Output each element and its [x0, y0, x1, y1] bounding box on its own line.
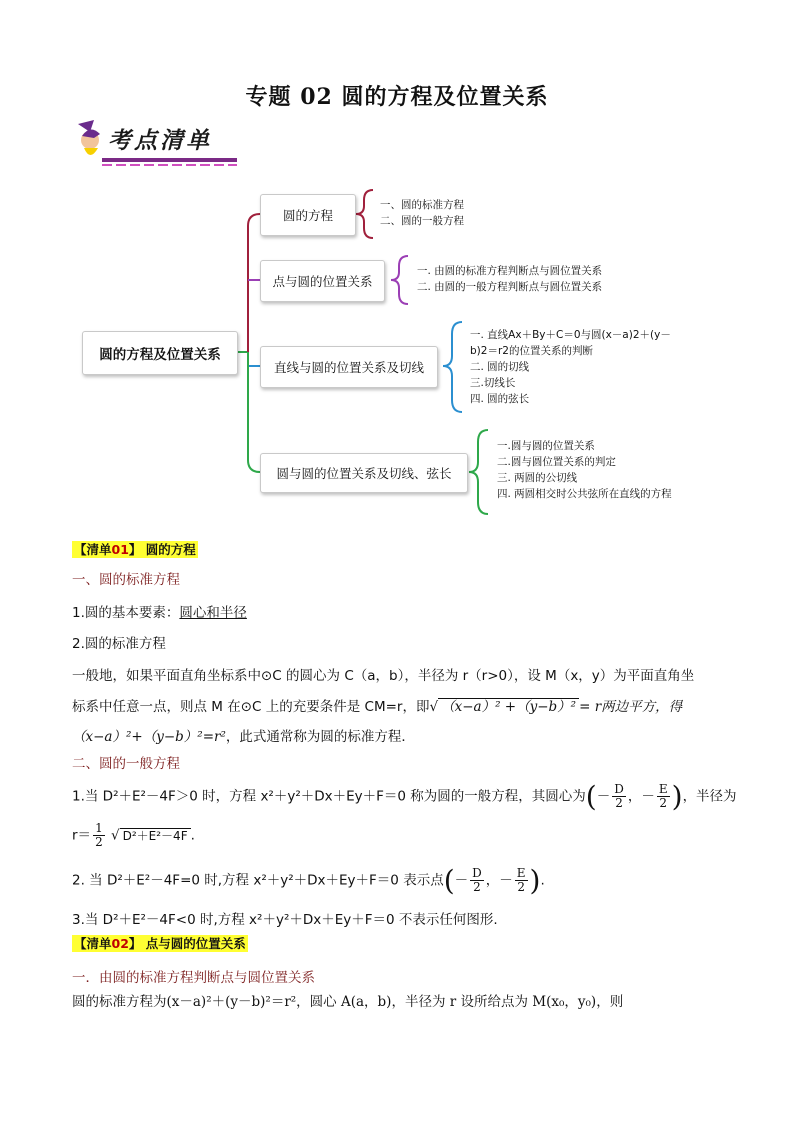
mindmap-branch-line-circle: 直线与圆的位置关系及切线 — [260, 346, 438, 388]
leaf-item: 二、圆的一般方程 — [380, 215, 464, 227]
leaf-item: b)2＝r2的位置关系的判断 — [470, 345, 593, 357]
leaf-item: 一. 由圆的标准方程判断点与圆位置关系 — [417, 265, 603, 277]
mindmap-branch-point-circle: 点与圆的位置关系 — [260, 260, 385, 302]
paragraph: 一般地，如果平面直角坐标系中⊙C 的圆心为 C（a，b），半径为 r（r>0），设 M（x，y）为平面直角坐 — [72, 668, 695, 684]
section-heading: 一．由圆的标准方程判断点与圆位置关系 — [72, 970, 315, 986]
leaf-item: 二.圆与圆位置关系的判定 — [497, 456, 616, 468]
mindmap-leaf — [380, 197, 464, 229]
leaf-item: 一、圆的标准方程 — [380, 199, 464, 211]
paragraph: 1.圆的基本要素：圆心和半径 — [72, 605, 247, 621]
mindmap-leaf — [417, 263, 602, 295]
mindmap-branch-circle-equation: 圆的方程 — [260, 194, 356, 236]
paragraph: 1.当 D²＋E²－4F＞0 时，方程 x²＋y²＋Dx＋Ey＋F＝0 称为圆的一般方程，其圆心为(－ $\frac{D}{2}$ ，－ $\frac{E}{2}$ )，半径为 — [72, 780, 737, 813]
leaf-item: 一. 直线Ax＋By＋C＝0与圆(x－a)2＋(y－ — [470, 329, 671, 341]
page-title: 专题 02 圆的方程及位置关系 — [245, 84, 549, 110]
mindmap-leaf — [470, 327, 671, 407]
mindmap-branch-circle-circle: 圆与圆的位置关系及切线、弦长 — [260, 453, 468, 493]
mindmap-root: 圆的方程及位置关系 — [82, 331, 238, 375]
leaf-item: 一.圆与圆的位置关系 — [497, 440, 595, 452]
paragraph: r＝ $\frac{1}{2}$ √ D²＋E²－4F . — [72, 821, 195, 849]
mindmap-leaf — [497, 438, 672, 502]
leaf-item: 二. 圆的切线 — [470, 361, 530, 373]
leaf-item: 四. 圆的弦长 — [470, 393, 530, 405]
paragraph: 圆的标准方程为(x－a)²＋(y－b)²＝r²，圆心 A(a，b)，半径为 r 设所给点为 M(x₀，y₀)，则 — [72, 994, 624, 1010]
leaf-item: 三. 两圆的公切线 — [497, 472, 578, 484]
paragraph: 2. 当 D²＋E²－4F=0 时,方程 x²＋y²＋Dx＋Ey＋F＝0 表示点(－ $\frac{D}{2}$ ，－ $\frac{E}{2}$ ). — [72, 864, 545, 897]
paragraph: 3.当 D²＋E²－4F<0 时,方程 x²＋y²＋Dx＋Ey＋F＝0 不表示任何图形. — [72, 912, 498, 928]
paragraph: 2.圆的标准方程 — [72, 636, 166, 652]
section-heading: 一、圆的标准方程 — [72, 572, 180, 588]
section-tag: 【清单02】 点与圆的位置关系 — [74, 936, 246, 951]
leaf-item: 三.切线长 — [470, 377, 516, 389]
leaf-item: 四. 两圆相交时公共弦所在直线的方程 — [497, 488, 672, 500]
paragraph: 标系中任意一点，则点 M 在⊙C 上的充要条件是 CM=r，即√ （x−a）² +（y−b）² = r两边平方，得 — [72, 699, 683, 715]
section-heading: 二、圆的一般方程 — [72, 756, 180, 772]
paragraph: （x−a）²+（y−b）²=r²，此式通常称为圆的标准方程． — [72, 729, 415, 745]
leaf-item: 二. 由圆的一般方程判断点与圆位置关系 — [417, 281, 603, 293]
logo-text: 考点清单 — [108, 127, 212, 154]
section-tag: 【清单01】 圆的方程 — [74, 542, 196, 557]
